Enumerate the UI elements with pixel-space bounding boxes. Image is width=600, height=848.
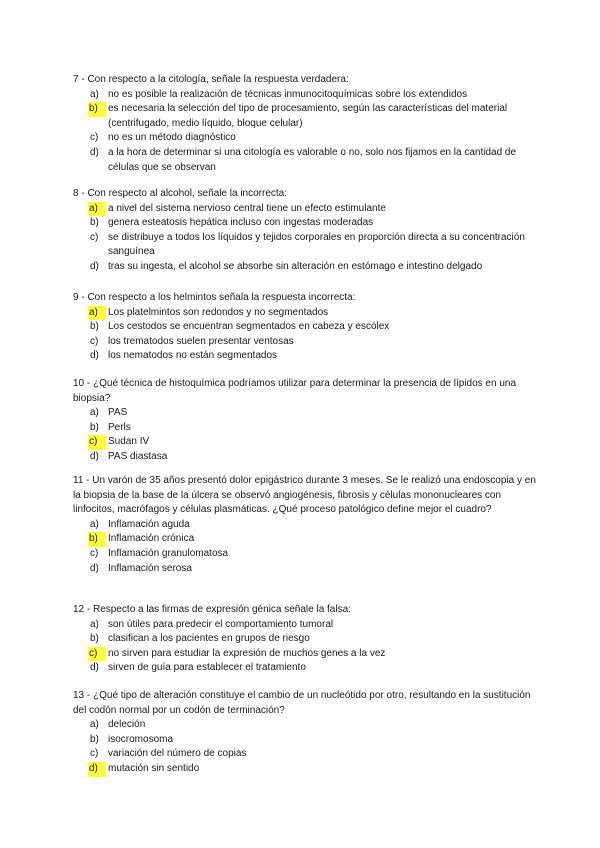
option-text: Los cestodos se encuentran segmentados en cabeza y escólex xyxy=(108,321,390,333)
option-letter: a) xyxy=(90,407,99,419)
option-text: los trematodos suelen presentar ventosas xyxy=(108,335,294,347)
question-stem: 7 - Con respecto a la citología, señale la respuesta verdadera: xyxy=(73,74,349,85)
option-text: deleción xyxy=(108,719,146,731)
option-a xyxy=(73,88,545,103)
highlighted-answer-letter: c) xyxy=(88,435,106,450)
option-text: Inflamación aguda xyxy=(108,518,190,530)
option-text: PAS diastasa xyxy=(108,450,168,462)
option-text: no es posible la realización de técnicas inmunocitoquímicas sobre los extendidos xyxy=(108,88,468,100)
option-text: se distribuye a todos los líquidos y tejidos corporales en proporción directa a su concentración sanguínea xyxy=(108,231,525,258)
option-text: variación del número de copias xyxy=(108,748,247,760)
option-text: isocromosoma xyxy=(108,733,174,745)
option-a xyxy=(73,618,545,633)
option-letter: c) xyxy=(90,231,99,243)
highlighted-answer-letter: c) xyxy=(88,647,106,662)
option-text: PAS xyxy=(108,407,128,419)
option-d xyxy=(73,260,545,275)
option-letter: d) xyxy=(90,350,99,362)
option-a xyxy=(73,306,545,321)
option-d xyxy=(73,562,545,577)
option-text: no sirven para estudiar la expresión de muchos genes a la vez xyxy=(108,647,386,659)
option-letter: d) xyxy=(90,260,99,272)
question-stem: 8 - Con respecto al alcohol, señale la incorrecta: xyxy=(73,188,288,199)
option-text: Inflamación granulomatosa xyxy=(108,547,229,559)
question-stem: 9 - Con respecto a los helmintos señala la respuesta incorrecta: xyxy=(73,292,356,303)
option-text: sirven de guía para establecer el tratamiento xyxy=(108,662,306,674)
option-a xyxy=(73,406,545,421)
option-b xyxy=(73,320,545,335)
option-text: a nivel del sistema nervioso central tiene un efecto estimulante xyxy=(108,202,386,214)
option-list xyxy=(73,618,545,676)
highlighted-answer-letter: a) xyxy=(88,306,106,321)
option-b xyxy=(73,733,545,748)
question-13 xyxy=(73,689,545,777)
option-b xyxy=(73,532,545,547)
option-list xyxy=(73,718,545,776)
option-c xyxy=(73,335,545,350)
option-b xyxy=(73,421,545,436)
option-text: son útiles para predecir el comportamiento tumoral xyxy=(108,618,334,630)
option-letter: c) xyxy=(90,748,99,760)
option-a xyxy=(73,518,545,533)
option-text: clasifican a los pacientes en grupos de riesgo xyxy=(108,633,310,645)
option-c xyxy=(73,435,545,450)
option-letter: a) xyxy=(90,618,99,630)
option-letter: b) xyxy=(90,421,99,433)
option-c xyxy=(73,647,545,662)
option-letter: c) xyxy=(90,132,99,144)
highlighted-answer-letter: b) xyxy=(88,102,106,117)
option-text: Los platelmintos son redondos y no segmentados xyxy=(108,306,329,318)
highlighted-answer-letter: d) xyxy=(88,762,106,777)
option-text: tras su ingesta, el alcohol se absorbe sin alteración en estómago e intestino delgado xyxy=(108,260,483,272)
question-11 xyxy=(73,474,545,576)
question-9 xyxy=(73,291,545,364)
option-d xyxy=(73,146,545,175)
option-letter: b) xyxy=(90,217,99,229)
option-text: mutación sin sentido xyxy=(108,762,200,774)
option-c xyxy=(73,747,545,762)
option-list xyxy=(73,88,545,176)
question-stem: 11 - Un varón de 35 años presentó dolor epigástrico durante 3 meses. Se le realizó una endoscopia y en la biopsia de la base de la úlcera se observó angiogénesis, fibrosis y células mononucleares con linfocitos, macrófagos y células plasmáticas. ¿Qué proceso patológico define mejor el cuadro? xyxy=(73,475,536,516)
option-letter: b) xyxy=(90,633,99,645)
option-letter: b) xyxy=(90,733,99,745)
option-text: genera esteatosis hepática incluso con ingestas moderadas xyxy=(108,217,374,229)
question-stem: 13 - ¿Qué tipo de alteración constituye el cambio de un nucleótido por otro, resultando en la sustitución del codón normal por un codón de terminación? xyxy=(73,690,531,716)
option-letter: c) xyxy=(90,335,99,347)
option-d xyxy=(73,762,545,777)
option-b xyxy=(73,102,545,131)
option-list xyxy=(73,202,545,275)
option-letter: d) xyxy=(90,562,99,574)
option-d xyxy=(73,450,545,465)
option-list xyxy=(73,518,545,576)
option-list xyxy=(73,406,545,464)
option-letter: c) xyxy=(90,547,99,559)
option-letter: a) xyxy=(90,719,99,731)
option-list xyxy=(73,306,545,364)
option-c xyxy=(73,231,545,260)
option-text: Inflamación serosa xyxy=(108,562,192,574)
option-letter: d) xyxy=(90,450,99,462)
option-c xyxy=(73,547,545,562)
option-d xyxy=(73,661,545,676)
option-text: no es un método diagnóstico xyxy=(108,132,236,144)
option-a xyxy=(73,718,545,733)
option-letter: b) xyxy=(90,321,99,333)
question-8 xyxy=(73,187,545,275)
option-c xyxy=(73,131,545,146)
option-b xyxy=(73,632,545,647)
highlighted-answer-letter: a) xyxy=(88,202,106,217)
option-letter: a) xyxy=(90,518,99,530)
option-text: los nematodos no están segmentados xyxy=(108,350,277,362)
question-7 xyxy=(73,73,545,175)
option-text: Inflamación crónica xyxy=(108,533,195,545)
option-letter: d) xyxy=(90,662,99,674)
question-stem: 12 - Respecto a las firmas de expresión génica señale la falsa: xyxy=(73,604,351,615)
option-text: a la hora de determinar si una citología es valorable o no, solo nos fijamos en la cantidad de células que se observan xyxy=(108,146,517,173)
option-a xyxy=(73,202,545,217)
option-letter: d) xyxy=(90,146,99,158)
option-d xyxy=(73,349,545,364)
option-letter: a) xyxy=(90,88,99,100)
question-stem: 10 - ¿Qué técnica de histoquímica podríamos utilizar para determinar la presencia de lípidos en una biopsia? xyxy=(73,378,517,404)
option-text: es necesaria la selección del tipo de procesamiento, según las características del material (centrifugado, medio líquido, bloque celular) xyxy=(108,103,508,129)
option-b xyxy=(73,216,545,231)
option-text: Perls xyxy=(108,421,131,433)
highlighted-answer-letter: b) xyxy=(88,532,106,547)
option-text: Sudan IV xyxy=(108,436,150,448)
question-10 xyxy=(73,377,545,465)
question-12 xyxy=(73,603,545,676)
